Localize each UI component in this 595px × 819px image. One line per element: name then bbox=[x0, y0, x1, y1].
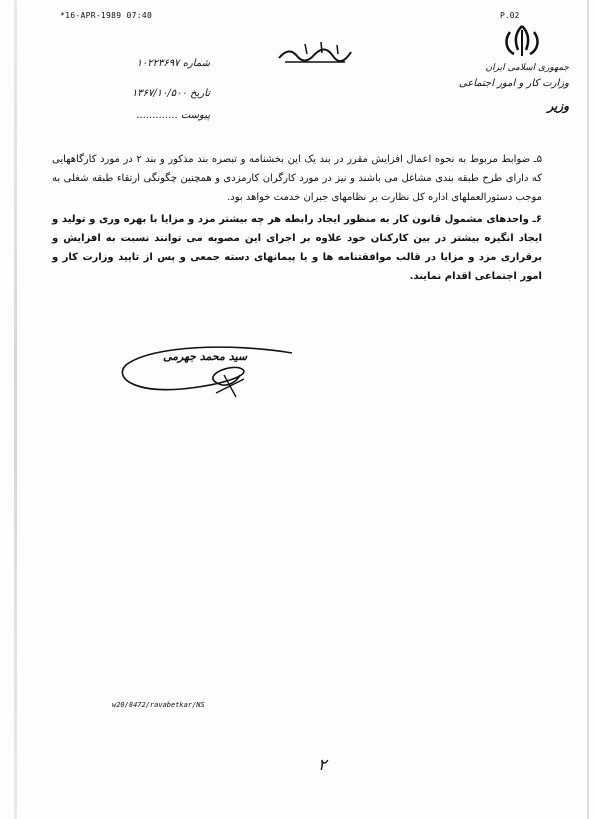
letter-body bbox=[52, 150, 542, 289]
paragraph-6: ۶ـ واحدهای مشمول قانون کار به منظور ایجاد رابطه هر چه بیشتر مزد و مزایا با بهره وری و تولید و ایجاد انگیزه بیشتر در بین کارکنان خود علاوه بر اجرای این مصوبه می توانند نسبت به افزایش و برقراری مزد و مزایا در قالب موافقتنامه ها و یا پیمانهای دسته جمعی و پس از تایید وزارت کار و امور اجتماعی اقدام نمایند. bbox=[52, 214, 542, 282]
reference-date-label: تاریخ bbox=[190, 88, 210, 99]
fax-timestamp: *16-APR-1989 07:40 bbox=[60, 11, 153, 20]
paragraph-5: ۵ـ ضوابط مربوط به نحوه اعمال افزایش مقرر در بند یک این بخشنامه و تبصره بند مذکور و بند ۲ در مورد کارگاههایی که دارای طرح طبقه بندی مشاغل می باشند و نیز در مورد کارگران کارمزدی و همچنین چگونگی ارتقاء طبقه شغلی به موجب دستورالعملهای اداره کل نظارت بر نظامهای جبران خدمت خواهد بود. bbox=[52, 154, 542, 203]
scan-edge-left bbox=[14, 0, 17, 819]
ministry-letterhead bbox=[459, 60, 569, 114]
reference-attachment-value: ............. bbox=[136, 110, 178, 121]
fax-page-code: P.02 bbox=[500, 11, 520, 20]
scan-edge-right bbox=[587, 0, 589, 819]
reference-attachment-label: پیوست bbox=[180, 110, 210, 121]
page-number: ۲ bbox=[318, 755, 327, 774]
republic-name: جمهوری اسلامی ایران bbox=[485, 63, 569, 73]
reference-attachment bbox=[120, 110, 210, 121]
reference-number bbox=[115, 58, 210, 69]
iran-emblem-icon bbox=[500, 22, 544, 60]
signature-scribble bbox=[112, 335, 302, 405]
reference-number-label: شماره bbox=[182, 58, 210, 69]
reference-date-value: ۱۳۶۷/۱۰/۵۰۰ bbox=[131, 88, 187, 99]
document-code: w20/8472/ravabetkar/NS bbox=[112, 701, 205, 709]
reference-number-value: ۱۰۲۲۳۶۹۷ bbox=[136, 58, 180, 69]
basmala-calligraphy bbox=[275, 38, 355, 68]
office-title: وزیر bbox=[547, 99, 569, 113]
reference-date bbox=[95, 88, 210, 99]
ministry-name: وزارت کار و امور اجتماعی bbox=[458, 78, 569, 89]
signatory-name: سید محمد جهرمی bbox=[162, 350, 248, 363]
